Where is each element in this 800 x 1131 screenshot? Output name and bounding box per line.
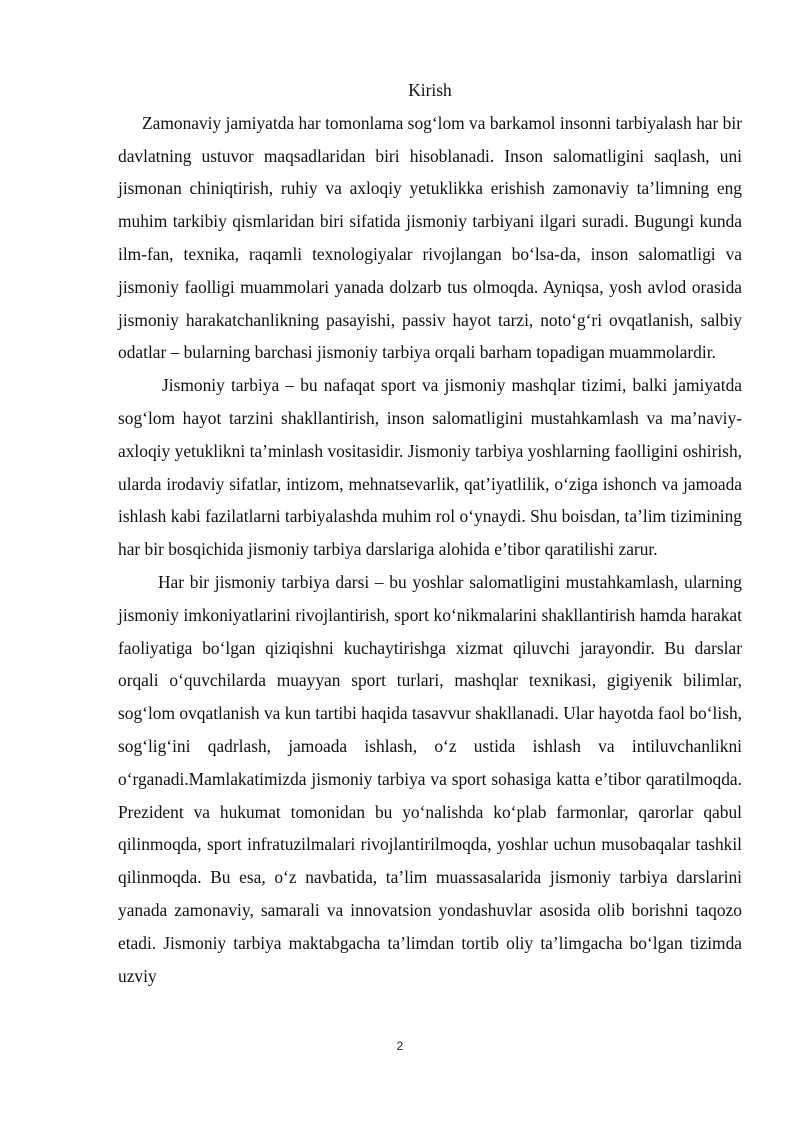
page-number: 2 <box>396 1039 404 1053</box>
paragraph-physical-education: Jismoniy tarbiya – bu nafaqat sport va jismoniy mashqlar tizimi, balki jamiyatda sog‘lom hayot tarzini shakllantirish, inson salomatligini mustahkamlash va ma’naviy-axloqiy yetuklikni ta’minlash vositasidir. Jismoniy tarbiya yoshlarning faolligini oshirish, ularda irodaviy sifatlar, intizom, mehnatsevarlik, qat’iyatlilik, o‘ziga ishonch va jamoada ishlash kabi fazilatlarni tarbiyalashda muhim rol o‘ynaydi. Shu boisdan, ta’lim tizimining har bir bosqichida jismoniy tarbiya darslariga alohida e’tibor qaratilishi zarur. <box>118 375 742 560</box>
paragraph-lessons: Har bir jismoniy tarbiya darsi – bu yoshlar salomatligini mustahkamlash, ularning jismoniy imkoniyatlarini rivojlantirish, sport ko‘nikmalarini shakllantirish hamda harakat faoliyatiga bo‘lgan qiziqishni kuchaytirishga xizmat qiluvchi jarayondir. Bu darslar orqali o‘quvchilarda muayyan sport turlari, mashqlar texnikasi, gigiyenik bilimlar, sog‘lom ovqatlanish va kun tartibi haqida tasavvur shakllanadi. Ular hayotda faol bo‘lish, sog‘lig‘ini qadrlash, jamoada ishlash, o‘z ustida ishlash va intiluvchanlikni o‘rganadi.Mamlakatimizda jismoniy tarbiya va sport sohasiga katta e’tibor qaratilmoqda. Prezident va hukumat tomonidan bu yo‘nalishda ko‘plab farmonlar, qarorlar qabul qilinmoqda, sport infratuzilmalari rivojlantirilmoqda, yoshlar uchun musobaqalar tashkil qilinmoqda. Bu esa, o‘z navbatida, ta’lim muassasalarida jismoniy tarbiya darslarini yanada zamonaviy, samarali va innovatsion yondashuvlar asosida olib borishni taqozo etadi. Jismoniy tarbiya maktabgacha ta’limdan tortib oliy ta’limgacha bo‘lgan tizimda uzviy <box>118 571 742 986</box>
paragraph-intro: Zamonaviy jamiyatda har tomonlama sog‘lom va barkamol insonni tarbiyalash har bir davlatning ustuvor maqsadlaridan biri hisoblanadi. Inson salomatligini saqlash, uni jismonan chiniqtirish, ruhiy va axloqiy yetuklikka erishish zamonaviy ta’limning eng muhim tarkibiy qismlaridan biri sifatida jismoniy tarbiyani ilgari suradi. Bugungi kunda ilm-fan, texnika, raqamli texnologiyalar rivojlangan bo‘lsa-da, inson salomatligi va jismoniy faolligi muammolari yanada dolzarb tus olmoqda. Ayniqsa, yosh avlod orasida jismoniy harakatchanlikning pasayishi, passiv hayot tarzi, noto‘g‘ri ovqatlanish, salbiy odatlar – bularning barchasi jismoniy tarbiya orqali barham topadigan muammolardir. <box>118 112 742 363</box>
page-body <box>118 74 742 992</box>
section-title: Kirish <box>408 80 452 100</box>
